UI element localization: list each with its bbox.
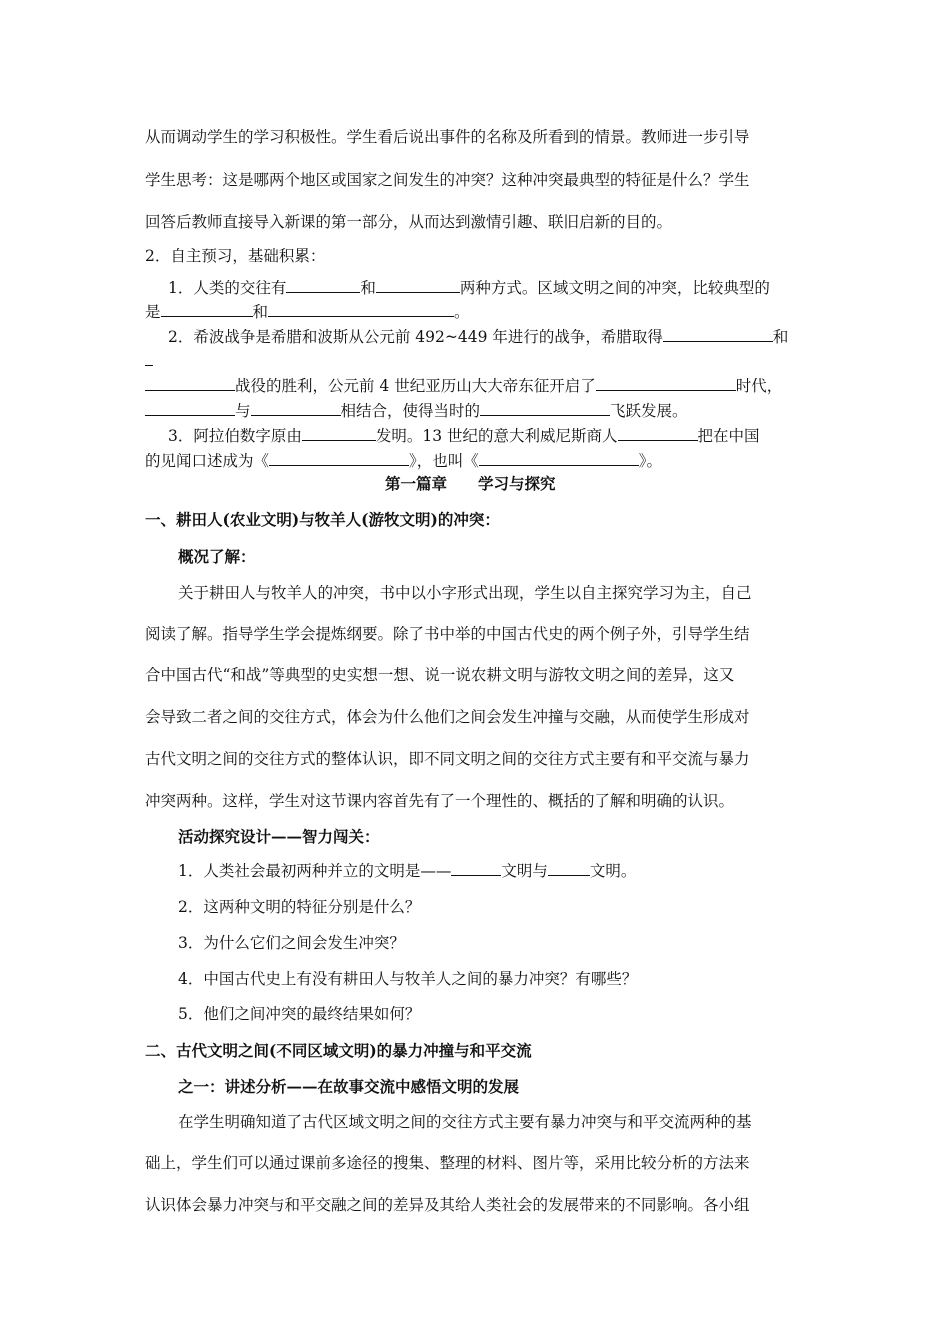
q3-text-b: 发明。13 世纪的意大利威尼斯商人 xyxy=(375,427,618,445)
section-2-para-2: 础上，学生们可以通过课前多途径的搜集、整理的材料、图片等，采用比较分析的方法来 xyxy=(145,1154,750,1172)
intro-line-2: 学生思考：这是哪两个地区或国家之间发生的冲突？这种冲突最典型的特征是什么？学生 xyxy=(145,171,750,189)
section-1-para-2: 阅读了解。指导学生学会提炼纲要。除了书中举的中国古代史的两个例子外，引导学生结 xyxy=(145,625,750,643)
activity-question-5: 5．他们之间冲突的最终结果如何？ xyxy=(178,1005,421,1023)
preview-question-2-mark xyxy=(145,351,810,370)
activity-question-3: 3．为什么它们之间会发生冲突？ xyxy=(178,934,405,952)
blank xyxy=(451,861,501,876)
q2-text-b: 和 xyxy=(772,328,789,346)
blank xyxy=(145,351,153,366)
section-1-para-6: 冲突两种。这样，学生对这节课内容首先有了一个理性的、概括的了解和明确的认识。 xyxy=(145,792,735,810)
blank xyxy=(618,426,698,441)
a1-text-b: 文明与 xyxy=(501,862,548,880)
activity-question-1 xyxy=(178,859,843,881)
q2-text-e: 与 xyxy=(235,402,251,420)
q1-text-f: 。 xyxy=(454,303,470,321)
section-1-para-1: 关于耕田人与牧羊人的冲突，书中以小字形式出现，学生以自主探究学习为主，自己 xyxy=(178,584,752,602)
blank xyxy=(251,401,341,416)
blank xyxy=(596,376,736,391)
blank xyxy=(480,401,610,416)
q2-text-a: 2．希波战争是希腊和波斯从公元前 492~449 年进行的战争，希腊取得 xyxy=(168,328,663,346)
activity-title: 活动探究设计——智力闯关： xyxy=(178,827,380,846)
q1-text-c: 两种方式。区域文明之间的冲突，比较典型的 xyxy=(459,279,770,297)
a1-text-c: 文明。 xyxy=(589,862,637,880)
blank xyxy=(548,861,590,876)
blank xyxy=(286,278,360,293)
activity-question-4: 4．中国古代史上有没有耕田人与牧羊人之间的暴力冲突？有哪些？ xyxy=(178,970,638,988)
q2-text-d: 时代， xyxy=(735,377,783,395)
q3-text-d: 的见闻口述成为《 xyxy=(145,452,270,470)
q3-text-f: 》。 xyxy=(638,452,663,470)
blank xyxy=(268,302,454,317)
blank xyxy=(145,401,235,416)
intro-line-3: 回答后教师直接导入新课的第一部分，从而达到激情引趣、联旧启新的目的。 xyxy=(145,213,673,231)
section-1-subtitle: 概况了解： xyxy=(178,547,256,566)
blank xyxy=(479,451,639,466)
q1-text-a: 1．人类的交往有 xyxy=(168,279,287,297)
blank xyxy=(269,451,409,466)
blank xyxy=(302,426,376,441)
chapter-title: 第一篇章 学习与探究 xyxy=(385,474,556,493)
section-1-para-4: 会导致二者之间的交往方式，体会为什么他们之间会发生冲撞与交融，从而使学生形成对 xyxy=(145,708,750,726)
q2-text-f: 相结合，使得当时的 xyxy=(340,402,481,420)
blank xyxy=(376,278,460,293)
preview-question-1-cont xyxy=(145,300,810,322)
q3-text-a: 3．阿拉伯数字原由 xyxy=(168,427,302,445)
section-2-para-1: 在学生明确知道了古代区域文明之间的交往方式主要有暴力冲突与和平交流两种的基 xyxy=(178,1113,752,1131)
section-1-para-5: 古代文明之间的交往方式的整体认识，即不同文明之间的交往方式主要有和平交流与暴力 xyxy=(145,750,750,768)
blank xyxy=(663,327,773,342)
q1-text-e: 和 xyxy=(252,303,269,321)
blank xyxy=(145,376,235,391)
intro-line-1: 从而调动学生的学习积极性。学生看后说出事件的名称及所看到的情景。教师进一步引导 xyxy=(145,128,750,146)
preview-question-3 xyxy=(168,424,833,446)
preview-question-2 xyxy=(168,325,833,347)
preview-question-2-cont2 xyxy=(145,399,810,421)
preview-question-3-cont xyxy=(145,449,810,471)
q3-text-e: 》，也叫《 xyxy=(409,452,479,470)
preview-heading: 2．自主预习，基础积累： xyxy=(145,247,326,265)
section-1-title: 一、耕田人(农业文明)与牧羊人(游牧文明)的冲突： xyxy=(145,510,500,529)
preview-question-2-cont xyxy=(145,374,810,396)
section-2-title: 二、古代文明之间(不同区域文明)的暴力冲撞与和平交流 xyxy=(145,1041,532,1060)
q1-text-d: 是 xyxy=(145,303,161,321)
section-2-para-3: 认识体会暴力冲突与和平交融之间的差异及其给人类社会的发展带来的不同影响。各小组 xyxy=(145,1196,750,1214)
q2-text-g: 飞跃发展。 xyxy=(610,402,688,420)
a1-text-a: 1．人类社会最初两种并立的文明是—— xyxy=(178,862,452,880)
activity-question-2: 2．这两种文明的特征分别是什么？ xyxy=(178,898,421,916)
blank xyxy=(161,302,253,317)
q1-text-b: 和 xyxy=(360,279,376,297)
section-2-subtitle: 之一：讲述分析——在故事交流中感悟文明的发展 xyxy=(178,1077,520,1096)
q2-text-c: 战役的胜利，公元前 4 世纪亚历山大大帝东征开启了 xyxy=(235,377,596,395)
section-1-para-3: 合中国古代“和战”等典型的史实想一想、说一说农耕文明与游牧文明之间的差异，这又 xyxy=(145,666,735,684)
preview-question-1 xyxy=(168,276,833,298)
q3-text-c: 把在中国 xyxy=(697,427,760,445)
